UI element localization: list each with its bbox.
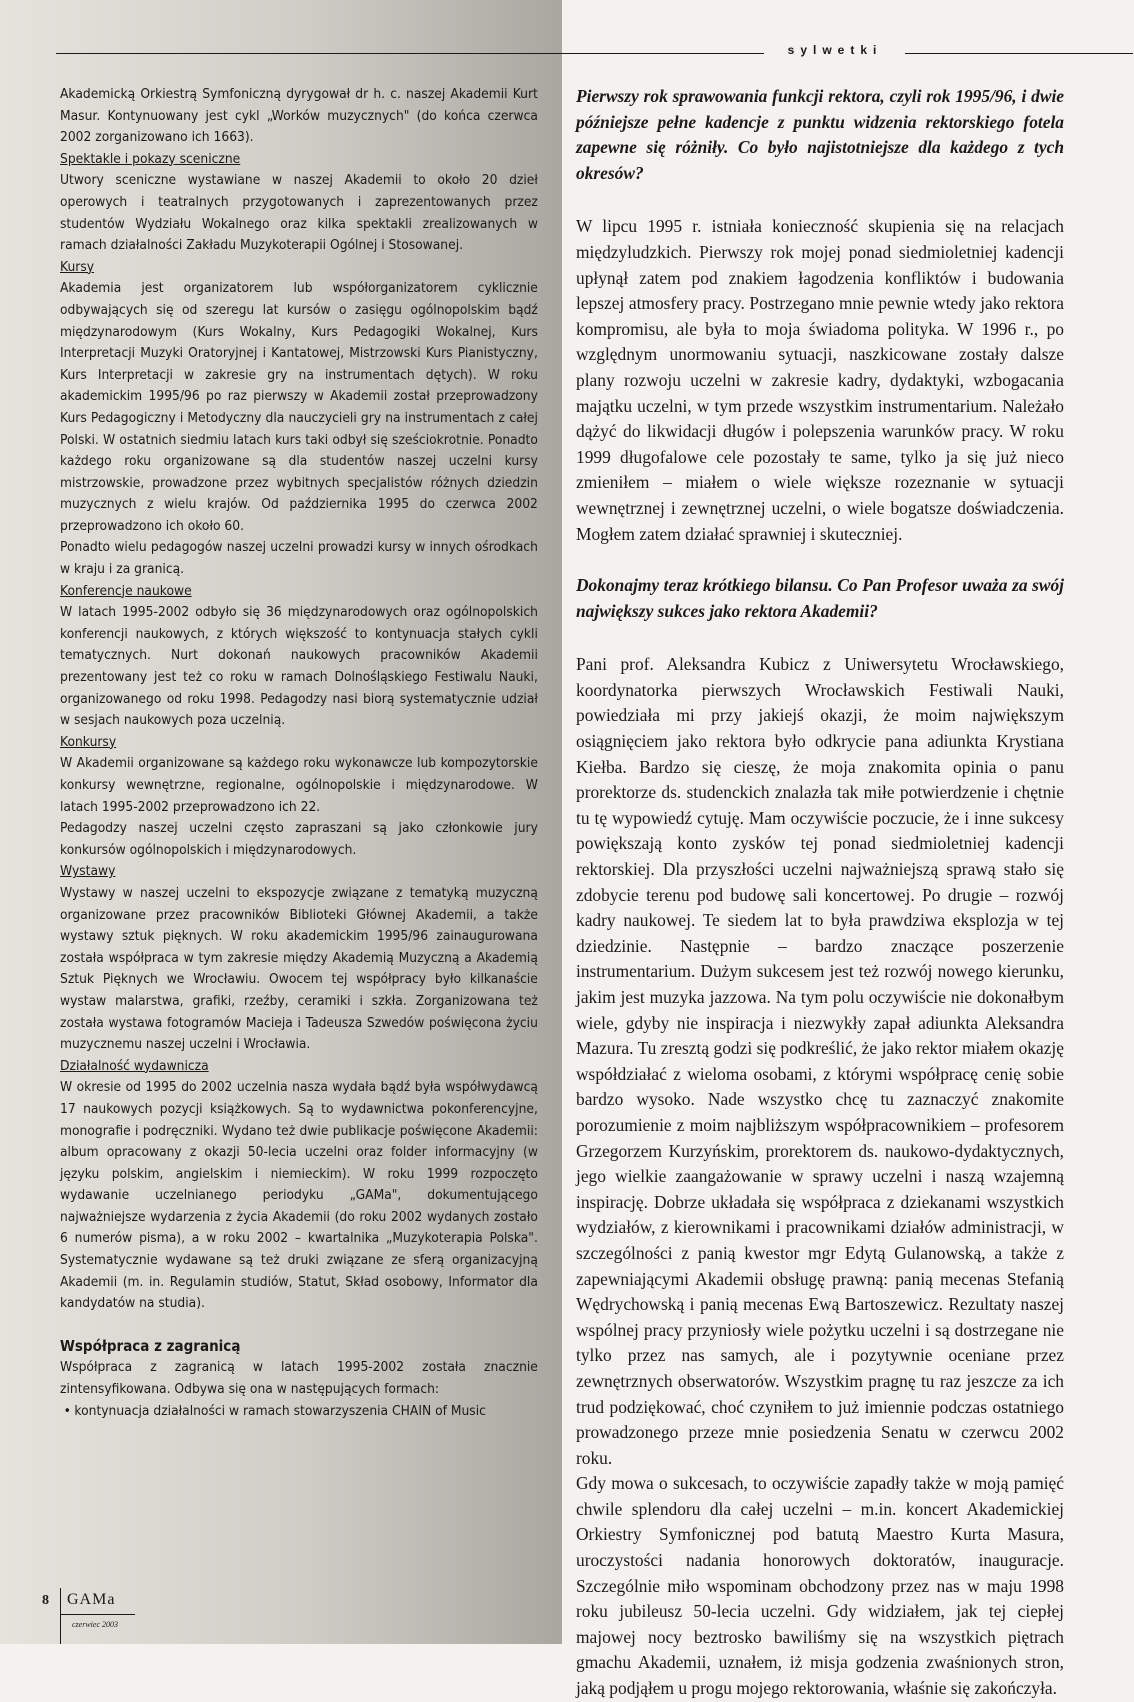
interview-question-2: Dokonajmy teraz krótkiego bilansu. Co Pan Profesor uważa za swój największy sukces jako rektora Akademii? (576, 575, 1064, 621)
heading-wydawnicza: Działalność wydawnicza (60, 1057, 209, 1074)
header-rule-left (56, 53, 764, 54)
page-number: 8 (42, 1593, 49, 1608)
heading-wspolpraca: Współpraca z zagranicą (60, 1336, 241, 1355)
section-label: sylwetki (787, 43, 883, 57)
paragraph-konferencje: W latach 1995-2002 odbyło się 36 międzynarodowych oraz ogólnopolskich konferencji naukowych, z których większość to kontynuacja stałych cykli tematycznych. Nurt dokonań naukowych pracowników Akademii prezentowany jest też co roku w ramach Dolnośląskiego Festiwalu Nauki, organizowanego od roku 1998. Pedagodzy nasi biorą systematycznie udział w sesjach naukowych poza uczelnią. (60, 604, 538, 729)
paragraph-kursy-2: Ponadto wielu pedagogów naszej uczelni prowadzi kursy w innych ośrodkach w kraju i za granicą. (60, 539, 538, 578)
paragraph-spektakle: Utwory sceniczne wystawiane w naszej Akademii to około 20 dzieł operowych i teatralnych przygotowanych i zaprezentowanych przez studentów Wydziału Wokalnego oraz kilka spektakli zrealizowanych w ramach działalności Zakładu Muzykoterapii Ogólnej i Stosowanej. (60, 172, 538, 254)
left-column (60, 84, 538, 1422)
right-column (576, 84, 1064, 1702)
interview-answer-2: Pani prof. Aleksandra Kubicz z Uniwersytetu Wrocławskiego, koordynatorka pierwszych Wrocławskich Festiwali Nauki, powiedziała mi przy jakiejś okazji, że moim największym osiągnięciem jako rektora było odkrycie pana adiunkta Krystiana Kiełba. Bardzo się cieszę, że moja znakomita opinia o panu prorektorze ds. studenckich znalazła tak miłe potwierdzenie i chętnie tu tę wypowiedź cytuję. Mam oczywiście poczucie, że i inne sukcesy powiększają konto zysków tej ponad siedmioletniej kadencji rektorskiej. Dla przyszłości uczelni najważniejszą sprawą stało się zdobycie terenu pod budowę sali koncertowej. Po drugie – rozwój kadry naukowej. Te siedem lat to była prawdziwa eksplozja w tej dziedzinie. Następnie – bardzo znaczące poszerzenie instrumentarium. Dużym sukcesem jest też rozwój nowego kierunku, jakim jest muzyka jazzowa. Na tym polu oczywiście nie dokonałbym wiele, gdyby nie inspiracja i niezwykły zapał adiunkta Aleksandra Mazura. Tu zresztą godzi się podkreślić, że jako rektor miałem okazję współdziałać z wieloma osobami, z którymi współpracę cenię sobie bardzo wysoko. Nade wszystko chcę tu zaznaczyć znakomite porozumienie z moim najbliższym współpracownikiem – profesorem Grzegorzem Kurzyńskim, prorektorem ds. naukowo-dydaktycznych, jego wielkie zaangażowanie w sprawy uczelni i naszą wzajemną inspirację. Dobrze układała się współpraca z dziekanami wszystkich wydziałów, z kierownikami i pracownikami działów administracji, w szczególności z panią kwestor mgr Edytą Gulanowską, a także z zapewniającymi Akademii obsługę prawną: panią mecenas Stefanią Wędrychowską i panią mecenas Ewą Bartoszewicz. Rezultaty naszej wspólnej pracy przyniosły wiele pożytku uczelni i są dostrzegane nie tylko przez nas samych, ale i pozytywnie oceniane przez zewnętrznych obserwatorów. Wszystkim pragnę tu raz jeszcze za ich trud podziękować, choć czyniłem to już imiennie podczas ostatniego prowadzonego przeze mnie posiedzenia Senatu w czerwcu 2002 roku. (576, 654, 1064, 1468)
paragraph-kursy-1: Akademia jest organizatorem lub współorganizatorem cyklicznie odbywających się od szeregu lat kursów o zasięgu ogólnopolskim bądź międzynarodowym (Kurs Wokalny, Kurs Pedagogiki Wokalnej, Kurs Interpretacji Muzyki Oratoryjnej i Kantatowej, Mistrzowski Kurs Pianistyczny, Kurs Interpretacji w zakresie gry na instrumentach dętych). W roku akademickim 1995/96 po raz pierwszy w Akademii został przeprowadzony Kurs Pedagogiczny i Metodyczny dla nauczycieli gry na instrumentach z całej Polski. W ostatnich siedmiu latach kurs taki odbył się sześciokrotnie. Ponadto każdego roku organizowane są dla studentów naszej uczelni kursy mistrzowskie, prowadzone przez wybitnych specjalistów różnych dziedzin muzycznych z wielu krajów. Od października 1995 do czerwca 2002 przeprowadzono ich około 60. (60, 280, 538, 534)
interview-answer-3: Gdy mowa o sukcesach, to oczywiście zapadły także w moją pamięć chwile splendoru dla całej uczelni – m.in. koncert Akademickiej Orkiestry Symfonicznej pod batutą Maestro Kurta Masura, uroczystości nadania honorowych doktoratów, inauguracje. Szczególnie miło wspominam obchodzony przez nas w maju 1998 roku jubileusz 50-lecia uczelni. Gdy widziałem, jak tej ciepłej majowej nocy beztrosko bawiliśmy się na wszystkich piętrach gmachu Akademii, uznałem, iż misja godzenia zwaśnionych stron, jaką podjąłem u progu mojego rektorowania, właśnie się zakończyła. (576, 1473, 1064, 1699)
heading-kursy: Kursy (60, 258, 95, 275)
heading-wystawy: Wystawy (60, 863, 116, 880)
paragraph-wspolpraca: Współpraca z zagranicą w latach 1995-2002 została znacznie zintensyfikowana. Odbywa się ona w następujących formach: (60, 1359, 538, 1398)
issue-date: czerwiec 2003 (72, 1620, 118, 1629)
paragraph-konkursy-1: W Akademii organizowane są każdego roku wykonawcze lub kompozytorskie konkursy wewnętrzne, regionalne, ogólnopolskie i międzynarodowe. W latach 1995-2002 przeprowadzono ich 22. (60, 755, 538, 815)
heading-spektakle: Spektakle i pokazy sceniczne (60, 150, 241, 167)
interview-question-1: Pierwszy rok sprawowania funkcji rektora, czyli rok 1995/96, i dwie późniejsze pełne kadencje z punktu widzenia rektorskiego fotela zapewne się różniły. Co było najistotniejsze dla każdego z tych okresów? (576, 86, 1064, 183)
heading-konferencje: Konferencje naukowe (60, 582, 192, 599)
paragraph-wystawy: Wystawy w naszej uczelni to ekspozycje związane z tematyką muzyczną organizowane przez pracowników Biblioteki Głównej Akademii, a także wystawy sztuk pięknych. W roku akademickim 1995/96 zainaugurowana została współpraca w tym zakresie między Akademią Muzyczną a Akademią Sztuk Pięknych we Wrocławiu. Owocem tej współpracy było kilkanaście wystaw malarstwa, grafiki, rzeźby, ceramiki i szkła. Zorganizowana też została wystawa fotogramów Macieja i Tadeusza Szwedów poświęcona życiu muzycznemu naszej uczelni i Wrocławia. (60, 884, 538, 1053)
list-item: • kontynuacja działalności w ramach stowarzyszenia CHAIN of Music (60, 1401, 538, 1423)
wspolpraca-list (60, 1401, 538, 1423)
intro-paragraph: Akademicką Orkiestrą Symfoniczną dyrygował dr h. c. naszej Akademii Kurt Masur. Kontynuowany jest cykl „Worków muzycznych" (do końca czerwca 2002 zorganizowano ich 1663). (60, 86, 538, 146)
paragraph-wydawnicza: W okresie od 1995 do 2002 uczelnia nasza wydała bądź była współwydawcą 17 naukowych pozycji książkowych. Są to wydawnictwa pokonferencyjne, monografie i podręczniki. Wydano też dwie publikacje poświęcone Akademii: album opracowany z okazji 50-lecia uczelni oraz folder informacyjny (w języku polskim, angielskim i niemieckim). W roku 1999 rozpoczęto wydawanie uczelnianego periodyku „GAMa", dokumentującego najważniejsze wydarzenia z życia Akademii (do roku 2002 wydanych zostało 6 numerów pisma), a w roku 2002 – kwartalnika „Muzykoterapia Polska". Systematycznie wydawane są też druki związane ze sferą organizacyjną Akademii (m. in. Regulamin studiów, Statut, Skład osobowy, Informator dla kandydatów na studia). (60, 1079, 538, 1312)
interview-answer-1: W lipcu 1995 r. istniała konieczność skupienia się na relacjach międzyludzkich. Pierwszy rok mojej ponad siedmioletniej kadencji upłynął zatem pod znakiem łagodzenia konfliktów i budowania lepszej atmosfery pracy. Postrzegano mnie pewnie wtedy jako rektora kompromisu, ale była to moja świadoma polityka. W 1996 r., po względnym unormowaniu sytuacji, naszkicowane zostały dalsze plany rozwoju uczelni w zakresie kadry, dydaktyki, wzbogacania majątku uczelni, w tym przede wszystkim instrumentarium. Należało dążyć do likwidacji długów i polepszenia warunków pracy. W roku 1999 długofalowe cele pozostały te same, tylko ja się już nieco zmieniłem – miałem o wiele większe rozeznanie w sytuacji wewnętrznej i zewnętrznej uczelni, o wiele bogatsze doświadczenia. Mogłem zatem działać sprawniej i skuteczniej. (576, 216, 1064, 544)
paragraph-konkursy-2: Pedagodzy naszej uczelni często zapraszani są jako członkowie jury konkursów ogólnopolskich i międzynarodowych. (60, 820, 538, 858)
header-rule-right (905, 53, 1133, 54)
heading-konkursy: Konkursy (60, 733, 117, 750)
page-footer (22, 1580, 222, 1644)
magazine-name: GAMa (67, 1591, 116, 1608)
footer-divider-vertical (60, 1588, 61, 1644)
footer-divider-horizontal (60, 1614, 135, 1615)
